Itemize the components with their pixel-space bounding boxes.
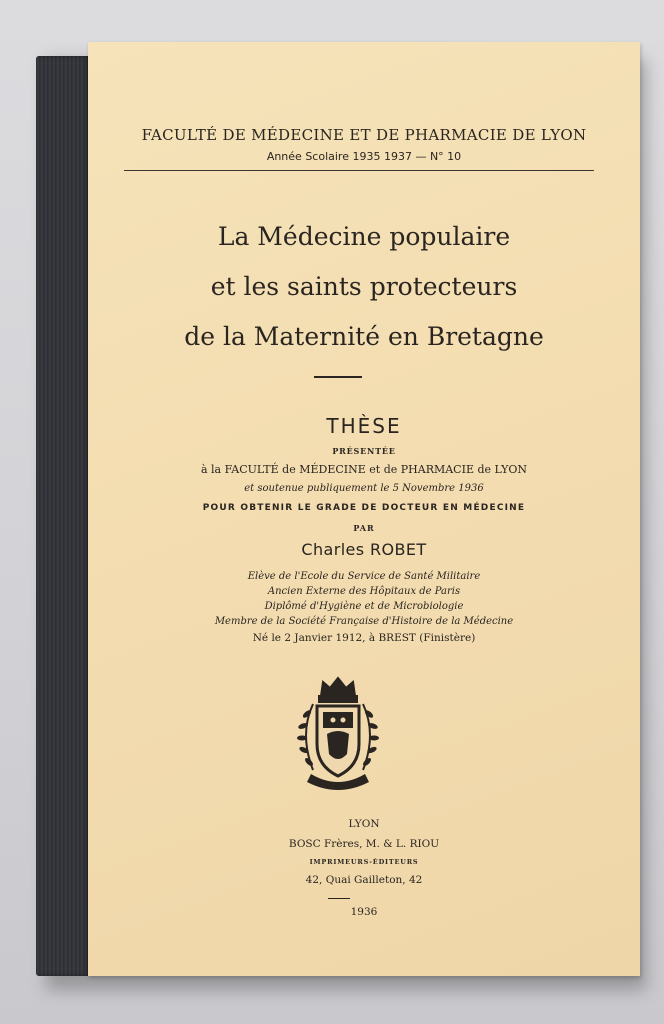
degree-line: POUR OBTENIR LE GRADE DE DOCTEUR EN MÉDECINE [202, 503, 526, 513]
author-name: Charles ROBET [301, 540, 427, 559]
academic-year: Année Scolaire 1935 1937 — N° 10 [266, 150, 462, 163]
faculty-header: FACULTÉ DE MÉDECINE ET DE PHARMACIE DE LYON [141, 126, 587, 144]
author-credentials [88, 569, 640, 629]
credential-line: Diplômé d'Hygiène et de Microbiologie [264, 601, 464, 612]
imprint-printers: IMPRIMEURS-ÉDITEURS [309, 858, 419, 866]
defense-date: et soutenue publiquement le 5 Novembre 1936 [244, 483, 484, 494]
imprint-city: LYON [348, 818, 380, 830]
title-line: La Médecine populaire [217, 222, 511, 251]
imprint-publisher: BOSC Frères, M. & L. RIOU [288, 838, 440, 850]
title-line: et les saints protecteurs [210, 272, 518, 301]
title-line: de la Maternité en Bretagne [184, 322, 544, 351]
publication-year: 1936 [350, 906, 378, 918]
thesis-title [88, 212, 640, 362]
laurel-right-icon [362, 704, 379, 770]
crown-icon [319, 678, 357, 702]
presentee-label: PRÉSENTÉE [332, 446, 396, 456]
thesis-booklet [36, 42, 640, 978]
book-spine [36, 56, 90, 976]
par-label: PAR [353, 523, 375, 533]
coat-of-arms-icon [283, 674, 393, 799]
imprint-divider [328, 898, 350, 899]
credential-line: Membre de la Société Française d'Histoire de la Médecine [214, 616, 514, 627]
imprint-address: 42, Quai Gailleton, 42 [305, 874, 423, 886]
front-cover [88, 42, 640, 976]
these-heading: THÈSE [326, 414, 402, 438]
header-rule [124, 170, 594, 171]
birth-info: Né le 2 Janvier 1912, à BREST (Finistère) [252, 632, 476, 644]
laurel-left-icon [297, 704, 314, 770]
credential-line: Ancien Externe des Hôpitaux de Paris [267, 586, 461, 597]
title-divider [314, 376, 362, 378]
faculty-line: à la FACULTÉ de MÉDECINE et de PHARMACIE de LYON [200, 463, 528, 476]
credential-line: Elève de l'Ecole du Service de Santé Militaire [247, 571, 481, 582]
